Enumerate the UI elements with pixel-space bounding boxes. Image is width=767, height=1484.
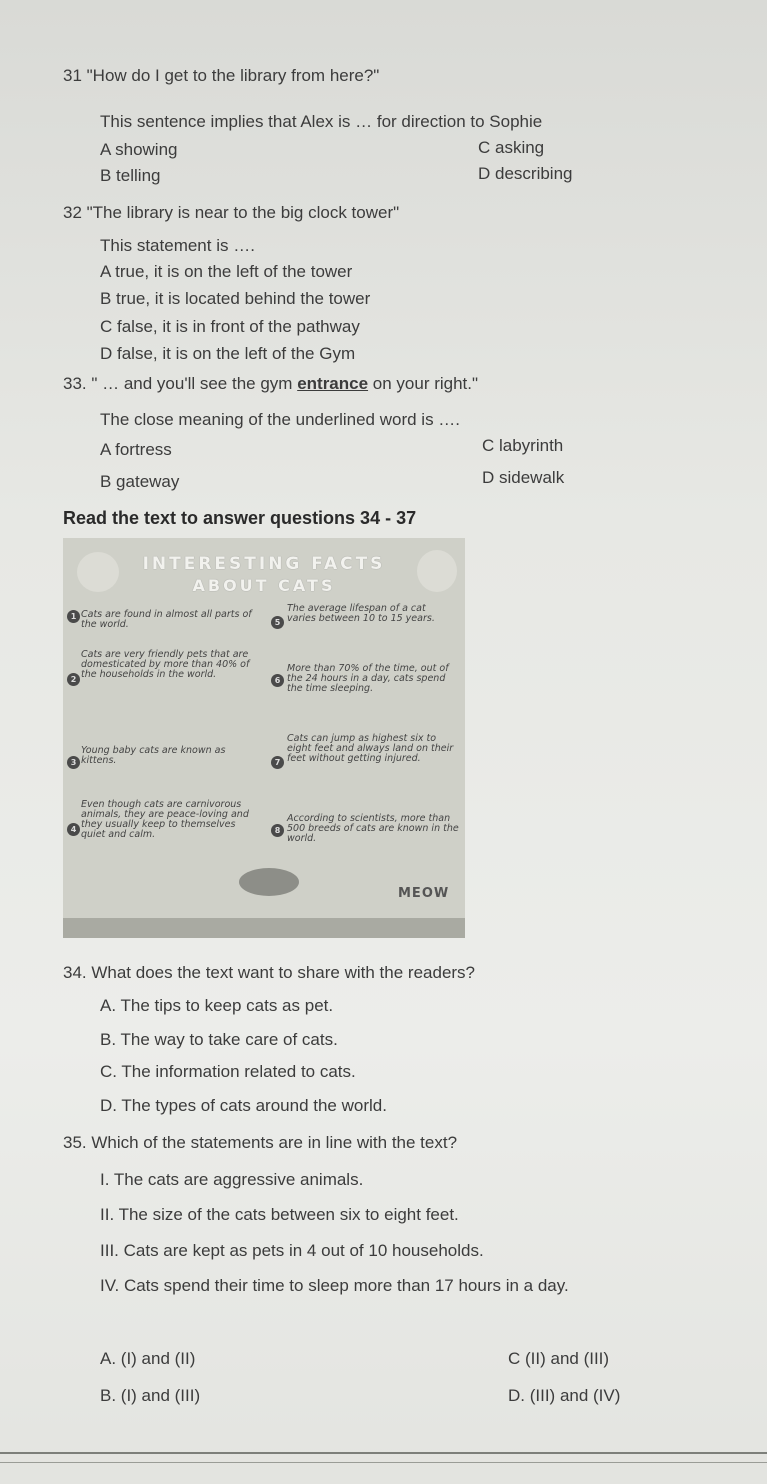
fact-text: According to scientists, more than 500 breeds of cats are known in the world. — [287, 813, 459, 844]
q31-option-a[interactable]: A showing — [100, 140, 178, 159]
q32-option-c[interactable]: C false, it is in front of the pathway — [100, 317, 360, 336]
fact-number: 2 — [67, 673, 80, 686]
fact-text: More than 70% of the time, out of the 24 hours in a day, cats spend the time sleeping. — [287, 663, 449, 694]
q33-line: The close meaning of the underlined word is …. — [100, 410, 461, 429]
q33-stem — [63, 374, 478, 394]
q32-option-a[interactable]: A true, it is on the left of the tower — [100, 262, 353, 281]
fact-number: 4 — [67, 823, 80, 836]
fact-text: Cats are very friendly pets that are domesticated by more than 40% of the households in the world. — [81, 649, 250, 680]
q35-statement-i: I. The cats are aggressive animals. — [100, 1170, 364, 1189]
q32-option-d[interactable]: D false, it is on the left of the Gym — [100, 344, 356, 363]
meow-label: MEOW — [398, 886, 450, 901]
infographic-footer-bar — [63, 918, 465, 938]
q31-stem: 31 "How do I get to the library from here?" — [63, 66, 380, 85]
q31-line: This sentence implies that Alex is … for direction to Sophie — [100, 112, 543, 131]
fact-text: Even though cats are carnivorous animals, they are peace-loving and they usually keep to themselves quiet and calm. — [81, 799, 249, 840]
q33-option-c[interactable]: C labyrinth — [482, 436, 564, 455]
sleeping-cat-illustration — [239, 868, 299, 896]
fact-number: 8 — [271, 824, 284, 837]
q33-underlined-word: entrance — [297, 374, 369, 393]
q35-statement-ii: II. The size of the cats between six to eight feet. — [100, 1205, 459, 1224]
fact-number: 5 — [271, 616, 284, 629]
q34-option-b[interactable]: B. The way to take care of cats. — [100, 1030, 338, 1049]
fact-number: 1 — [67, 610, 80, 623]
bottom-divider-line — [0, 1462, 767, 1463]
q32-option-b[interactable]: B true, it is located behind the tower — [100, 289, 371, 308]
infographic-title-line1: INTERESTING FACTS — [142, 554, 386, 574]
q31-option-b[interactable]: B telling — [100, 166, 161, 185]
q31-option-d[interactable]: D describing — [478, 164, 573, 183]
q34-option-c[interactable]: C. The information related to cats. — [100, 1062, 356, 1081]
q35-option-d[interactable]: D. (III) and (IV) — [508, 1386, 621, 1405]
fact-number: 6 — [271, 674, 284, 687]
q33-option-b[interactable]: B gateway — [100, 472, 180, 491]
fact-text: Young baby cats are known as kittens. — [81, 745, 226, 766]
q35-option-c[interactable]: C (II) and (III) — [508, 1349, 610, 1368]
q34-option-d[interactable]: D. The types of cats around the world. — [100, 1096, 387, 1115]
fact-number: 3 — [67, 756, 80, 769]
q32-stem: 32 "The library is near to the big clock tower" — [63, 203, 400, 222]
cat-facts-infographic — [63, 538, 465, 938]
infographic-title-line2: ABOUT CATS — [192, 576, 336, 595]
q33-option-d[interactable]: D sidewalk — [482, 468, 565, 487]
q34-stem: 34. What does the text want to share with the readers? — [63, 963, 476, 982]
q33-option-a[interactable]: A fortress — [100, 440, 172, 459]
fact-text: Cats are found in almost all parts of the world. — [81, 609, 252, 630]
q35-option-b[interactable]: B. (I) and (III) — [100, 1386, 201, 1405]
q35-option-a[interactable]: A. (I) and (II) — [100, 1349, 196, 1368]
fact-text: The average lifespan of a cat varies between 10 to 15 years. — [287, 603, 435, 624]
fact-text: Cats can jump as highest six to eight feet and always land on their feet without getting injured. — [287, 733, 454, 764]
q34-option-a[interactable]: A. The tips to keep cats as pet. — [100, 996, 334, 1015]
q31-option-c[interactable]: C asking — [478, 138, 545, 157]
q33-stem-pre: 33. " … and you'll see the gym — [63, 374, 298, 393]
q35-stem: 35. Which of the statements are in line with the text? — [63, 1133, 458, 1152]
q35-statement-iv: IV. Cats spend their time to sleep more than 17 hours in a day. — [100, 1276, 569, 1295]
q33-stem-post: on your right." — [368, 374, 479, 393]
read-heading: Read the text to answer questions 34 - 37 — [63, 508, 417, 528]
q32-line: This statement is …. — [100, 236, 255, 255]
bottom-divider-line — [0, 1452, 767, 1454]
fact-number: 7 — [271, 756, 284, 769]
q35-statement-iii: III. Cats are kept as pets in 4 out of 10 households. — [100, 1241, 484, 1260]
